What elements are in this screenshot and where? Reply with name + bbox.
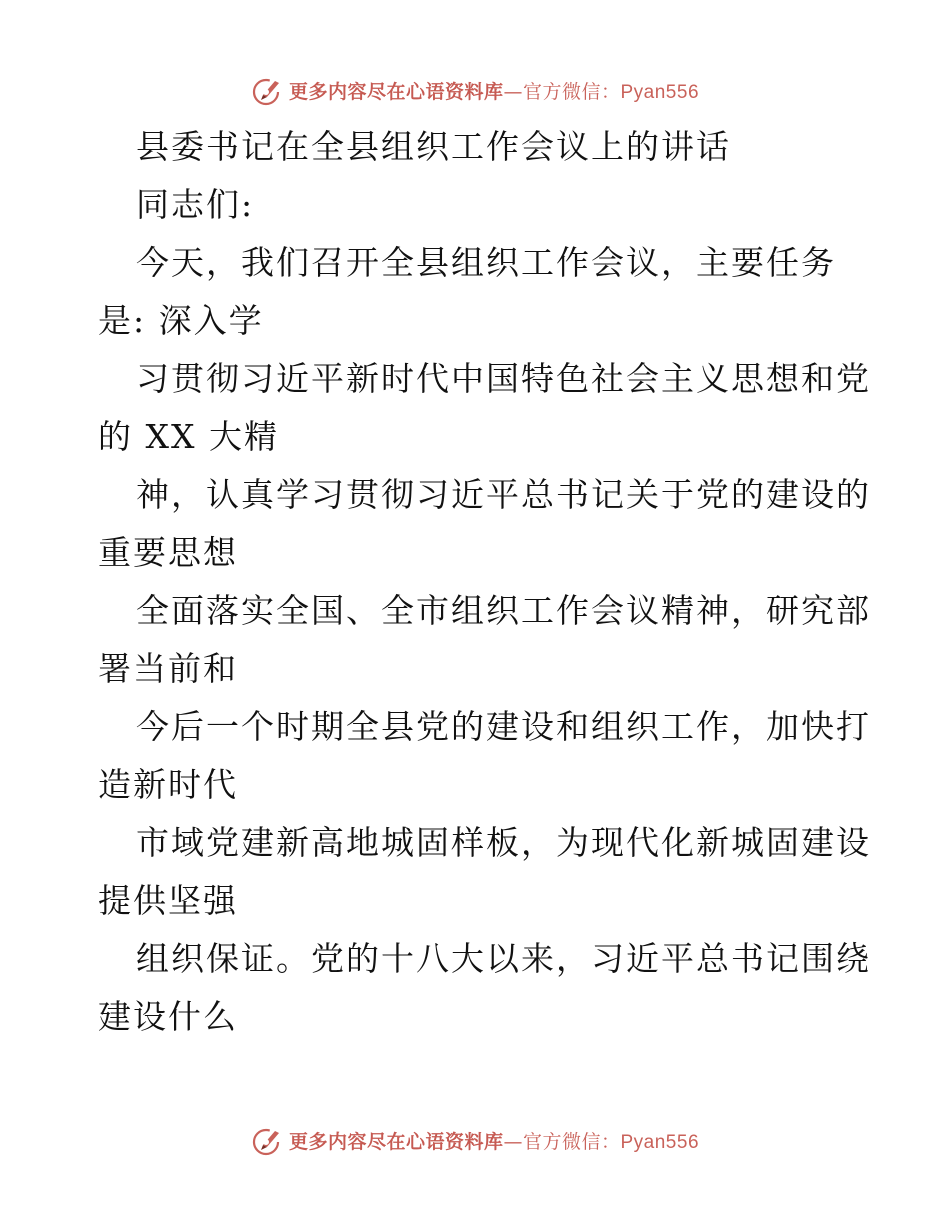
body-line: 组织保证。党的十八大以来，习近平总书记围绕 (136, 939, 871, 978)
header-banner-dash: — (503, 80, 523, 103)
body-line: 全面落实全国、全市组织工作会议精神，研究部 (136, 591, 871, 630)
body-line: 建设什么 (98, 997, 238, 1036)
document-body (98, 118, 871, 1046)
body-line: 造新时代 (98, 765, 238, 804)
header-banner-text (289, 77, 699, 104)
footer-wechat-id: Pyan556 (620, 1131, 700, 1153)
header-banner-strong: 更多内容尽在心语资料库 (288, 80, 504, 103)
footer-banner (0, 1120, 950, 1160)
body-line: 今后一个时期全县党的建设和组织工作，加快打 (136, 707, 871, 746)
body-line: 重要思想 (98, 533, 238, 572)
body-line: 是: 深入学 (98, 301, 264, 340)
body-line: 的 XX 大精 (98, 417, 279, 456)
document-title: 县委书记在全县组织工作会议上的讲话 (136, 127, 731, 166)
body-line: 习贯彻习近平新时代中国特色社会主义思想和党 (136, 359, 871, 398)
pen-nib-logo-icon (251, 73, 285, 107)
header-banner-inner (251, 73, 699, 107)
header-banner (0, 70, 950, 110)
footer-wechat-label: 官方微信： (522, 1130, 621, 1153)
body-line: 提供坚强 (98, 881, 238, 920)
footer-banner-dash: — (503, 1130, 523, 1153)
greeting: 同志们: (136, 185, 255, 224)
body-line: 今天，我们召开全县组织工作会议，主要任务 (136, 243, 836, 282)
header-wechat-id: Pyan556 (620, 81, 700, 103)
body-line: 神，认真学习贯彻习近平总书记关于党的建设的 (136, 475, 871, 514)
footer-banner-inner (251, 1123, 699, 1157)
footer-banner-strong: 更多内容尽在心语资料库 (288, 1130, 504, 1153)
header-wechat-label: 官方微信： (522, 80, 621, 103)
footer-banner-text (289, 1127, 699, 1154)
body-line: 署当前和 (98, 649, 238, 688)
pen-nib-logo-icon (251, 1123, 285, 1157)
body-line: 市域党建新高地城固样板，为现代化新城固建设 (136, 823, 871, 862)
